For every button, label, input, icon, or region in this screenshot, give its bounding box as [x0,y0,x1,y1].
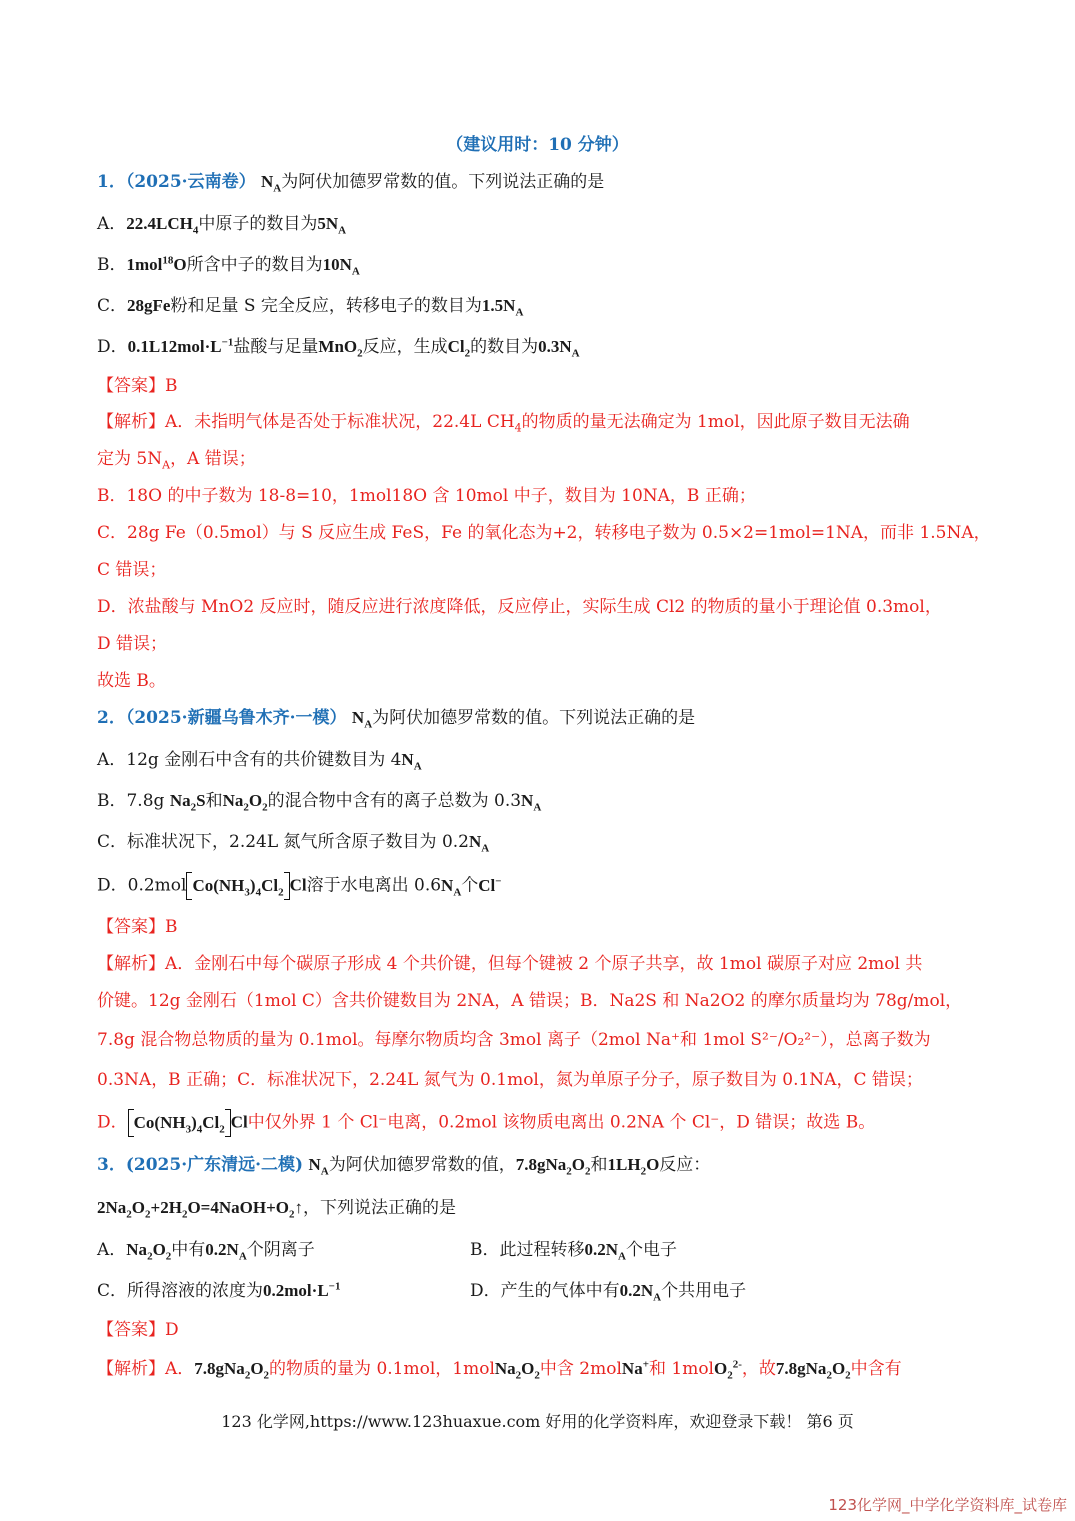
q2-option-d: D．0.2mol $Co(NH_3)_4Cl_2$ Cl溶于水电离出 $0.6N_A$个Cl− [97,872,979,900]
q3-options-row2: C．所得溶液的浓度为$0.2mol\cdot L^{-1}$ D．产生的气体中有$0.2N_A$个共用电子 [97,1280,747,1304]
q2-explanation-2: 价键。12g 金刚石（1mol C）含共价键数目为 2NA，A 错误；B．Na2S 和 Na2O2 的摩尔质量均为 78g/mol， [97,991,963,1011]
q3-explanation-1: 【解析】A．$7.8gNa_2O_2$的物质的量为 0.1mol，$1molNa_2O_2$中含 2molNa+和 1molO$_2^{2-}$，故$7.8gNa_2O_2$中含有 [97,1358,902,1382]
q2-option-a: A．12g 金刚石中含有的共价键数目为 $4N_A$ [97,750,422,773]
q1-explanation-d: D．浓盐酸与 MnO2 反应时，随反应进行浓度降低，反应停止，实际生成 Cl2 的物质的量小于理论值 0.3mol， [97,597,942,617]
q1-explanation-a-cont: 定为 $5N_A$，A 错误； [97,449,256,472]
q3-stem: 3．(2025·广东清远·二模) $N_A$为阿伏加德罗常数的值，$7.8gNa_2O_2$和$1LH_2O$反应： [97,1155,711,1178]
q2-stem: 2．（2025·新疆乌鲁木齐·一模） $N_A$为阿伏加德罗常数的值。下列说法正确的是 [97,708,696,731]
q1-explanation-c: C．28g Fe（0.5mol）与 S 反应生成 FeS，Fe 的氧化态为+2，转移电子数为 0.5×2=1mol=1NA，而非 1.5NA， [97,523,991,543]
q1-option-a: A．$22.4LCH_4$中原子的数目为$5N_A$ [97,214,347,237]
q1-explanation-c-cont: C 错误； [97,560,167,580]
q1-explanation-d-cont: D 错误； [97,634,168,654]
q2-explanation-3: 7.8g 混合物总物质的量为 0.1mol。每摩尔物质均含 3mol 离子（2mol Na⁺和 1mol S²⁻/O₂²⁻），总离子数为 [97,1030,931,1050]
page-footer: 123 化学网,https://www.123huaxue.com 好用的化学资料库，欢迎登录下载！ 第6 页 [221,1412,854,1431]
q1-conclusion: 故选 B。 [97,671,166,691]
q2-explanation-1: 【解析】A．金刚石中每个碳原子形成 4 个共价键，但每个键被 2 个原子共享，故 1mol 碳原子对应 2mol 共 [97,954,923,974]
q2-explanation-5: D． $Co(NH_3)_4Cl_2$ Cl中仅外界 1 个 Cl⁻电离，0.2mol 该物质电离出 0.2NA 个 Cl⁻，D 错误；故选 B。 [97,1109,979,1137]
q1-answer: 【答案】B [97,376,178,396]
q1-explanation-b: B．18O 的中子数为 18-8=10，1mol18O 含 10mol 中子，数目为 10NA，B 正确； [97,486,756,506]
q2-explanation-4: 0.3NA，B 正确；C．标准状况下，2.24L 氮气为 0.1mol，氮为单原子分子，原子数目为 0.1NA，C 错误； [97,1070,923,1090]
q3-answer: 【答案】D [97,1320,179,1340]
q1-option-d: D．$0.1L12mol\cdot L^{-1}$盐酸与足量MnO$_2$反应，生成$Cl_2$的数目为$0.3N_A$ [97,336,580,360]
q3-equation: $2Na_2O_2+2H_2O=4NaOH+O_2↑$，下列说法正确的是 [97,1198,456,1221]
time-suggestion: （建议用时：10 分钟） [446,135,629,155]
q1-stem: 1．（2025·云南卷） $N_A$为阿伏加德罗常数的值。下列说法正确的是 [97,172,605,195]
watermark: 123化学网_中学化学资料库_试卷库 [828,1496,1067,1514]
q1-option-b: B．1mol$^{18}$O所含中子的数目为$10N_A$ [97,254,360,278]
q1-option-c: C．28gFe粉和足量 S 完全反应，转移电子的数目为$1.5N_A$ [97,296,524,319]
q2-option-b: B．7.8g $Na_2S$和$Na_2O_2$的混合物中含有的离子总数为 $0.3N_A$ [97,791,542,814]
q2-option-c: C．标准状况下，2.24L 氮气所含原子数目为 $0.2N_A$ [97,832,490,855]
q1-explanation-a: 【解析】A．未指明气体是否处于标准状况，22.4L $CH_4$的物质的量无法确定为 1mol，因此原子数目无法确 [97,412,910,435]
q3-options-row1: A．$Na_2O_2$中有$0.2N_A$个阴离子 B．此过程转移$0.2N_A$个电子 [97,1240,677,1263]
q2-answer: 【答案】B [97,917,178,937]
